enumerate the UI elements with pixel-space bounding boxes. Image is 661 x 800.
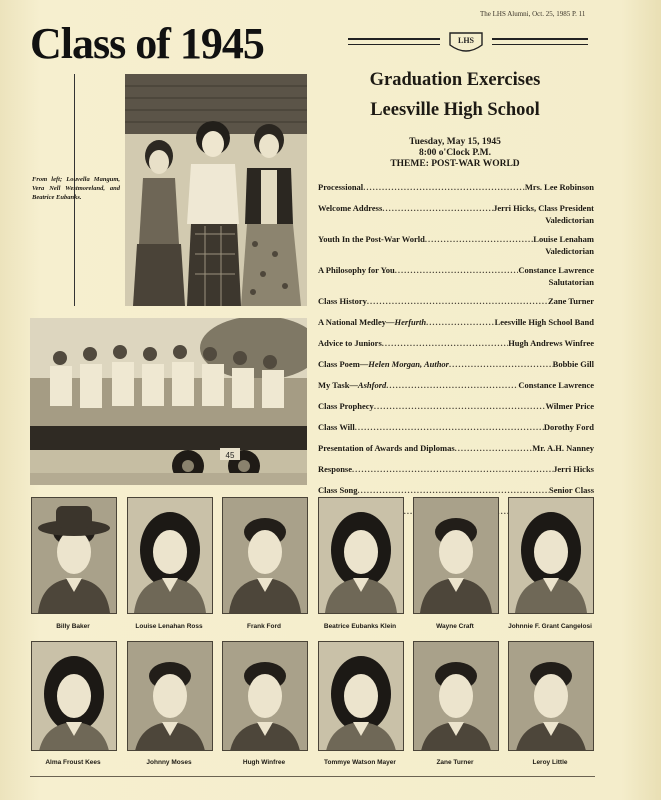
class-portrait [413, 641, 499, 751]
program-item-label: Class Prophecy [318, 401, 374, 411]
class-portrait [127, 497, 213, 614]
class-portrait [31, 641, 117, 751]
program-item-label: Welcome Address [318, 203, 383, 213]
program-item-label: Response [318, 464, 353, 474]
program-item-label: Presentation of Awards and Diplomas [318, 443, 455, 453]
program-item-person: Hugh Andrews Winfree [508, 338, 594, 348]
class-portrait [222, 497, 308, 614]
portrait-name: Alma Froust Kees [45, 759, 101, 766]
program-item [318, 421, 594, 434]
program-time: 8:00 o'Clock P.M. [419, 148, 491, 158]
class-portrait [318, 497, 404, 614]
dot-leader [426, 316, 494, 329]
program-item-label: My Task— [318, 380, 358, 390]
bottom-rule [30, 776, 595, 777]
program-item-person: Senior Class [549, 485, 594, 495]
portrait-name: Tommye Watson Mayer [324, 759, 396, 766]
program-theme: THEME: POST-WAR WORLD [390, 159, 520, 169]
program-item [318, 463, 594, 476]
program-item-person: Bobbie Gill [552, 359, 594, 369]
portrait-name: Zane Turner [436, 759, 474, 766]
program-item-label: Youth In the Post-War World [318, 234, 425, 244]
program-item [318, 400, 594, 413]
portrait-name: Beatrice Eubanks Klein [323, 623, 397, 630]
program-date: Tuesday, May 15, 1945 [409, 137, 501, 147]
program-heading-1: Graduation Exercises [369, 70, 541, 90]
program-item-person: Constance Lawrence [518, 265, 594, 275]
truck-number-plate: 45 [225, 451, 235, 460]
program-item [318, 379, 594, 392]
portrait-name: Hugh Winfree [242, 759, 286, 766]
class-float-photo [30, 318, 307, 485]
program-item [318, 484, 594, 497]
dot-leader [395, 264, 519, 277]
three-girls-photo [125, 74, 307, 306]
program-item-label-italic: Helen Morgan, Author [368, 359, 449, 369]
program-item-person: Jerri Hicks [553, 464, 594, 474]
program-item [318, 264, 594, 277]
dot-leader [386, 379, 518, 392]
portrait-name: Frank Ford [247, 623, 281, 630]
class-portrait [318, 641, 404, 751]
program-item-person: Zane Turner [547, 296, 594, 306]
program-item-person: Leesville High School Band [494, 317, 594, 327]
dot-leader [367, 295, 548, 308]
emblem-text: LHS [457, 36, 475, 45]
program-item-subtitle: Valedictorian [545, 215, 594, 225]
program-item-label: Class Poem— [318, 359, 369, 369]
program-item-person: Mr. A.H. Nanney [532, 443, 594, 453]
divider-rule-right-thin [492, 44, 588, 45]
portrait-name: Leroy Little [532, 759, 568, 766]
program-item-subtitle: Valedictorian [545, 246, 594, 256]
dot-leader [382, 337, 508, 350]
program-heading-2: Leesville High School [370, 100, 540, 120]
program-item-label: Class Will [318, 422, 355, 432]
program-item [318, 181, 594, 194]
program-item-label: Class Song [318, 485, 358, 495]
program-item-label: Class History [318, 296, 367, 306]
emblem-divider [348, 31, 588, 57]
dot-leader [382, 202, 493, 215]
program-list [318, 181, 594, 526]
dot-leader [449, 358, 553, 371]
portrait-name: Louise Lenahan Ross [135, 623, 203, 630]
program-item-label: Processional [318, 182, 364, 192]
dot-leader [357, 484, 549, 497]
page-title: Class of 1945 [30, 19, 264, 68]
program-item-person: Mrs. Lee Robinson [524, 182, 594, 192]
program-item-label-italic: Ashford [357, 380, 387, 390]
program-item [318, 233, 594, 246]
program-item [318, 202, 594, 215]
divider-rule-right [492, 38, 588, 40]
dot-leader [363, 181, 525, 194]
program-item-label: A Philosophy for You [318, 265, 395, 275]
divider-rule-left [348, 38, 440, 40]
dot-leader [455, 442, 533, 455]
dot-leader [374, 400, 546, 413]
program-item-label: Advice to Juniors [318, 338, 382, 348]
program-item [318, 358, 594, 371]
program-item-label-italic: Herfurth [394, 317, 427, 327]
top-photo-caption: From left; Louvella Mangum, Vera Nell Westmoreland, and Beatrice Eubanks. [32, 176, 120, 201]
program-item-person: Louise Lenaham [533, 234, 594, 244]
program-item-person: Wilmer Price [545, 401, 594, 411]
program-item [318, 295, 594, 308]
portrait-name: Wayne Craft [436, 623, 474, 630]
program-item-person: Dorothy Ford [543, 422, 594, 432]
portrait-name: Johnny Moses [146, 759, 192, 766]
divider-rule-left-thin [348, 44, 440, 45]
program-item-person: Jerri Hicks, Class President [493, 203, 594, 213]
class-portrait [508, 497, 594, 614]
running-head: The LHS Alumni, Oct. 25, 1985 P. 11 [480, 10, 586, 18]
class-portrait [222, 641, 308, 751]
school-emblem-icon [444, 31, 488, 55]
program-item-person: Constance Lawrence [518, 380, 594, 390]
program-item-subtitle: Salutatorian [548, 277, 594, 287]
class-portrait [508, 641, 594, 751]
program-item [318, 337, 594, 350]
program-item-label: A National Medley— [318, 317, 395, 327]
class-portrait [31, 497, 117, 614]
program-item [318, 316, 594, 329]
dot-leader [355, 421, 544, 434]
dot-leader [425, 233, 533, 246]
class-portrait [127, 641, 213, 751]
portrait-name: Johnnie F. Grant Cangelosi [508, 623, 592, 630]
portrait-name: Billy Baker [56, 623, 90, 630]
class-portrait [413, 497, 499, 614]
dot-leader [352, 463, 553, 476]
program-item [318, 442, 594, 455]
